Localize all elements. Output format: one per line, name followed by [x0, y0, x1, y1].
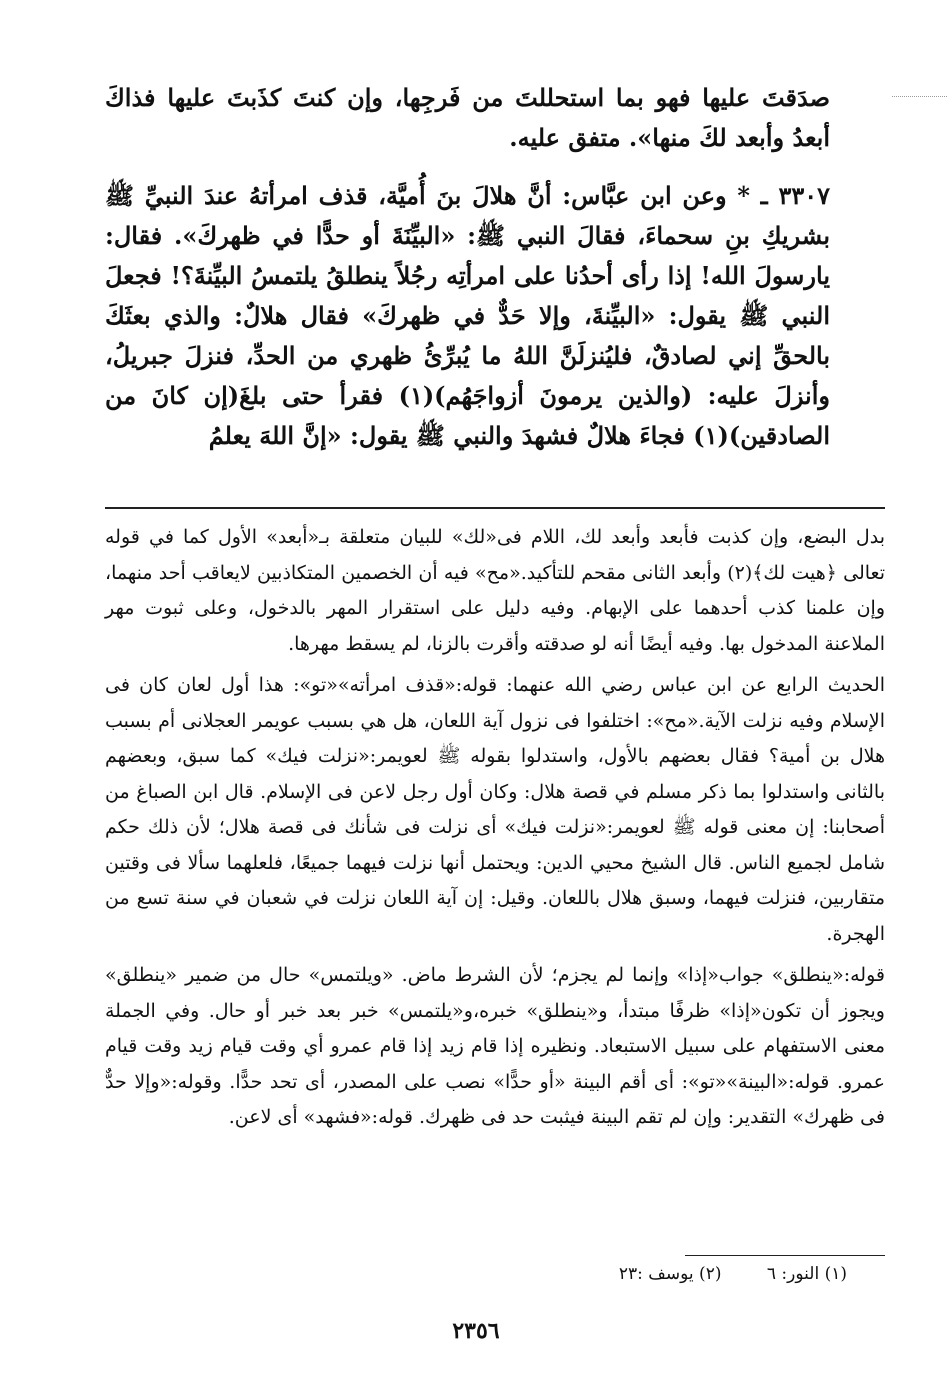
hadith-text-block	[105, 78, 830, 456]
hadith-continuation: صدَقتَ عليها فهو بما استحللتَ من فَرجِها، وإن كنتَ كذَبتَ عليها فذاكَ أبعدُ وأبعد لكَ منها». متفق عليه.	[105, 83, 830, 152]
footnote-1: (١) النور: ٦	[766, 1264, 847, 1284]
commentary-paragraph: الحديث الرابع عن ابن عباس رضي الله عنهما: قوله:«قذف امرأته»«تو»: هذا أول لعان كان فى الإسلام وفيه نزلت الآية.«مح»: اختلفوا فى نزول آية اللعان، هل هي بسبب عويمر العجلانى أم بسبب هلال بن أمية؟ فقال بعضهم بالأول، واستدلوا بقوله ﷺ لعويمر:«نزلت فيك» كما سبق، وبعضهم بالثانى واستدلوا بما ذكر مسلم في قصة هلال: وكان أول رجل لاعن فى الإسلام. قال ابن الصباغ من أصحابنا: إن معنى قوله ﷺ لعويمر:«نزلت فيك» أى نزلت فى شأنك فى قصة هلال؛ لأن ذلك حكم شامل لجميع الناس. قال الشيخ محيي الدين: ويحتمل أنها نزلت فيهما جميعًا، فلعلهما سألا فى وقتين متقاربين، فنزلت فيهما، وسبق هلال باللعان. وقيل: إن آية اللعان نزلت في شعبان في سنة تسع من الهجرة.	[105, 674, 885, 945]
footnotes	[619, 1262, 847, 1286]
commentary-paragraph: قوله:«ينطلق» جواب«إذا» وإنما لم يجزم؛ لأن الشرط ماض. «ويلتمس» حال من ضمير «ينطلق» ويجوز أن تكون«إذا» ظرفًا مبتدأ، و«ينطلق» خبره،و«يلتمس» خبر بعد خبر أو حال. وفي الجملة معنى الاستفهام على سبيل الاستبعاد. ونظيره إذا قام زيد إذا قام عمرو أي وقت قيام زيد وقت قيام عمرو. قوله:«البينة»«تو»: أى أقم البينة «أو حدًّا» نصب على المصدر، أى تحد حدًّا. وقوله:«وإلا حدٌّ فى ظهرك» التقدير: وإن لم تقم البينة فيثبت حد فى ظهرك. قوله:«فشهد» أى لاعن.	[105, 964, 885, 1128]
commentary-block	[105, 520, 885, 1136]
commentary-paragraph: بدل البضع، وإن كذبت فأبعد وأبعد لك، اللام فى«لك» للبيان متعلقة بـ«أبعد» الأول كما في قوله تعالى ﴿هيت لك﴾(٢) وأبعد الثانى مقحم للتأكيد.«مح» فيه أن الخصمين المتكاذبين لايعاقب أحد منهما، وإن علمنا كذب أحدهما على الإبهام. وفيه دليل على استقرار المهر بالدخول، وعلى ثبوت مهر الملاعنة المدخول بها. وفيه أيضًا أنه لو صدقته وأقرت بالزنا، لم يسقط مهرها.	[105, 526, 886, 655]
footnote-divider	[685, 1255, 885, 1256]
page-number: ٢٣٥٦	[452, 1318, 500, 1344]
margin-scan-mark	[892, 96, 947, 97]
hadith-3307: ٣٣٠٧ ـ * وعن ابن عبَّاس: أنَّ هلالَ بنَ أُميَّة، قذف امرأتهُ عندَ النبيِّ ﷺ بشريكِ بنِ سحماءَ، فقالَ النبي ﷺ: «البيِّنَةَ أو حدًّا في ظهركَ». فقال: يارسولَ الله! إذا رأى أحدُنا على امرأتِه رجُلاً ينطلقُ يلتمسُ البيِّنةَ؟! فجعلَ النبي ﷺ يقول: «البيِّنةَ، وإلا حَدٌّ في ظهركَ» فقال هلالٌ: والذي بعثَكَ بالحقِّ إني لصادقٌ، فليُنزلَنَّ اللهُ ما يُبرِّئُ ظهري من الحدِّ، فنزلَ جبريلُ، وأنزلَ عليه: (والذين يرمونَ أزواجَهُم)(١) فقرأ حتى بلغَ(إن كانَ من الصادقين)(١) فجاءَ هلالٌ فشهدَ والنبي ﷺ يقول: «إنَّ اللهَ يعلمُ	[105, 181, 830, 450]
text-divider-line	[105, 507, 885, 509]
footnote-2: (٢) يوسف :٢٣	[618, 1264, 722, 1284]
